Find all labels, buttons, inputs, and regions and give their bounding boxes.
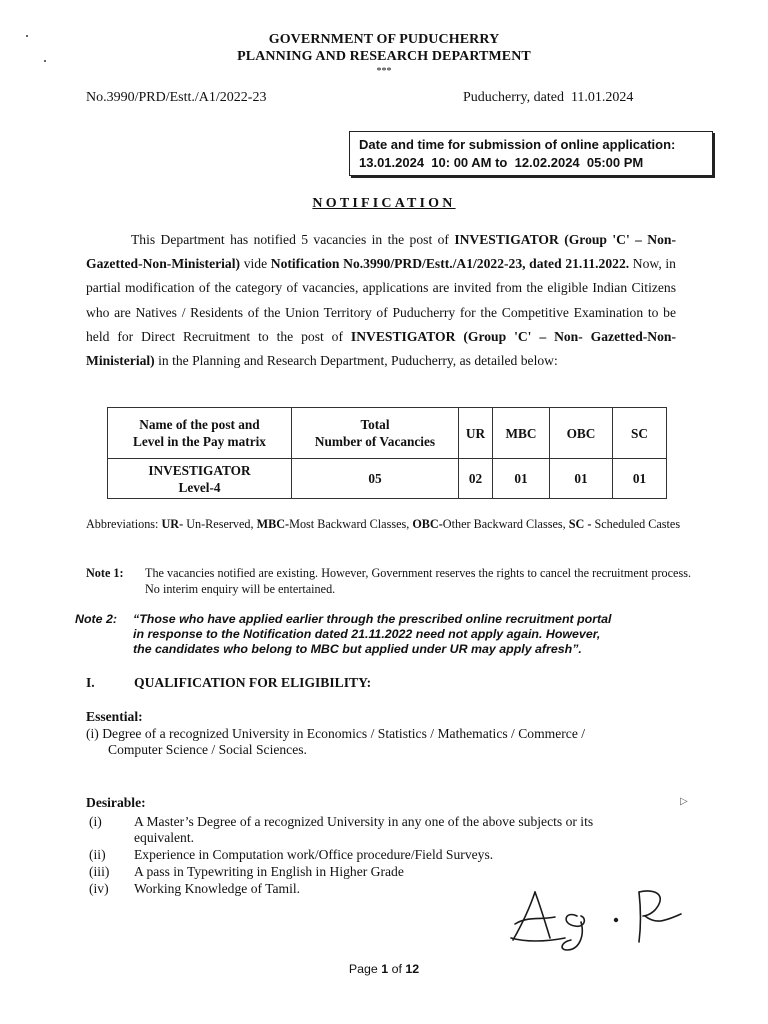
list-item-number: (iv) (89, 881, 109, 896)
vacancy-table-header-row (108, 408, 667, 459)
abbr-value: Other Backward Classes, (442, 517, 569, 531)
cell-post-line1: INVESTIGATOR (148, 462, 251, 478)
intro-bold-post: INVESTIGATOR (Group 'C' – Non- Gazetted-Non-Ministerial) (86, 328, 676, 369)
list-item-number: (ii) (89, 847, 106, 862)
cell-mbc: 01 (493, 459, 550, 499)
note-2-line3: the candidates who belong to MBC but applied under UR may apply afresh”. (133, 642, 582, 656)
table-row (108, 459, 667, 499)
margin-arrow-mark: ▷ (680, 796, 688, 807)
intro-text: in the Planning and Research Department, Puducherry, as detailed below: (154, 353, 558, 369)
intro-bold-notification: Notification No.3990/PRD/Estt./A1/2022-23, dated 21.11.2022. (270, 256, 630, 272)
abbr-key: UR- (161, 517, 184, 531)
cell-obc: 01 (550, 459, 613, 499)
header-stars: *** (376, 66, 392, 77)
note-1-label: Note 1: (86, 566, 124, 580)
col-header-ur: UR (459, 408, 493, 459)
abbr-value: Un-Reserved, (183, 517, 257, 531)
intro-text: This Department has notified 5 vacancies in the post of (131, 232, 455, 247)
abbr-value: Scheduled Castes (591, 517, 681, 531)
section-number: I. (86, 675, 95, 690)
page-mid: of (388, 962, 406, 976)
handwritten-signature (505, 880, 690, 955)
header-government: GOVERNMENT OF PUDUCHERRY (268, 32, 500, 47)
cell-total: 05 (292, 459, 459, 499)
col-header-post-line1: Name of the post and (139, 417, 260, 432)
note-2-line1: “Those who have applied earlier through the prescribed online recruitment portal (133, 612, 612, 626)
list-item-number: (iii) (89, 864, 110, 879)
vacancy-table (107, 407, 667, 499)
abbr-key: MBC- (256, 517, 290, 531)
col-header-total-line2: Number of Vacancies (314, 434, 436, 449)
note-1 (86, 566, 691, 597)
note-2-text (133, 612, 695, 657)
abbr-key: OBC- (412, 517, 443, 531)
abbr-value: Most Backward Classes, (289, 517, 413, 531)
essential-line2: Computer Science / Social Sciences. (108, 742, 307, 757)
col-header-post (108, 408, 292, 459)
list-item (86, 814, 686, 846)
intro-bold-post: INVESTIGATOR (Group 'C' – Non- Gazetted-Non-Ministerial) (86, 232, 676, 272)
col-header-mbc: MBC (493, 408, 550, 459)
list-item-text: A pass in Typewriting in English in Higher Grade (134, 864, 404, 879)
intro-text: Now, in partial modification of the category of vacancies, applications are invited from the eligible Indian Citizens who are Natives / Residents of the Union Territory of Puducherry for the Competitive Examination to be held for Direct Recruitment to the post of (86, 256, 676, 344)
abbreviations (86, 517, 682, 533)
submission-box-line1: Date and time for submission of online application: (359, 137, 676, 152)
reference-date: Puducherry, dated 11.01.2024 (463, 90, 634, 105)
abbr-lead: Abbreviations: (86, 517, 162, 531)
abbr-key: SC - (568, 517, 592, 531)
col-header-post-line2: Level in the Pay matrix (133, 434, 266, 449)
section-title: QUALIFICATION FOR ELIGIBILITY: (134, 675, 372, 690)
cell-sc: 01 (613, 459, 667, 499)
intro-paragraph (86, 228, 676, 373)
note-2 (75, 612, 695, 657)
note-2-label: Note 2: (75, 612, 117, 626)
page-current: 1 (381, 962, 389, 976)
desirable-label: Desirable: (86, 795, 146, 810)
submission-date-box (349, 131, 713, 176)
col-header-total (292, 408, 459, 459)
list-item-number: (i) (89, 814, 102, 829)
page-prefix: Page (348, 962, 382, 976)
list-item (86, 864, 686, 880)
col-header-obc: OBC (550, 408, 613, 459)
list-item-text: A Master’s Degree of a recognized University in any one of the above subjects or its (134, 814, 594, 829)
list-item-text: Working Knowledge of Tamil. (134, 881, 301, 896)
header-department: PLANNING AND RESEARCH DEPARTMENT (237, 49, 531, 64)
page-indicator (0, 962, 768, 976)
essential-line1: (i) Degree of a recognized University in Economics / Statistics / Mathematics / Commerce / (86, 726, 586, 741)
list-item-text-cont: equivalent. (134, 830, 195, 845)
cell-ur: 02 (459, 459, 493, 499)
col-header-sc: SC (613, 408, 667, 459)
list-item-text: Experience in Computation work/Office procedure/Field Surveys. (134, 847, 494, 862)
reference-number: No.3990/PRD/Estt./A1/2022-23 (86, 90, 267, 105)
list-item (86, 847, 686, 863)
col-header-total-line1: Total (360, 417, 390, 432)
note-2-line2: in response to the Notification dated 21.11.2022 need not apply again. However, (133, 627, 601, 641)
cell-post (108, 459, 292, 499)
cell-post-line2: Level-4 (178, 479, 221, 495)
essential-label: Essential: (86, 709, 143, 724)
page-total: 12 (405, 962, 420, 976)
notification-title: NOTIFICATION (312, 196, 456, 211)
submission-box-line2: 13.01.2024 10: 00 AM to 12.02.2024 05:00 PM (359, 155, 644, 170)
intro-text: vide (240, 256, 271, 272)
note-1-text: The vacancies notified are existing. However, Government reserves the rights to cancel the recruitment process. No interim enquiry will be entertained. (145, 566, 691, 596)
